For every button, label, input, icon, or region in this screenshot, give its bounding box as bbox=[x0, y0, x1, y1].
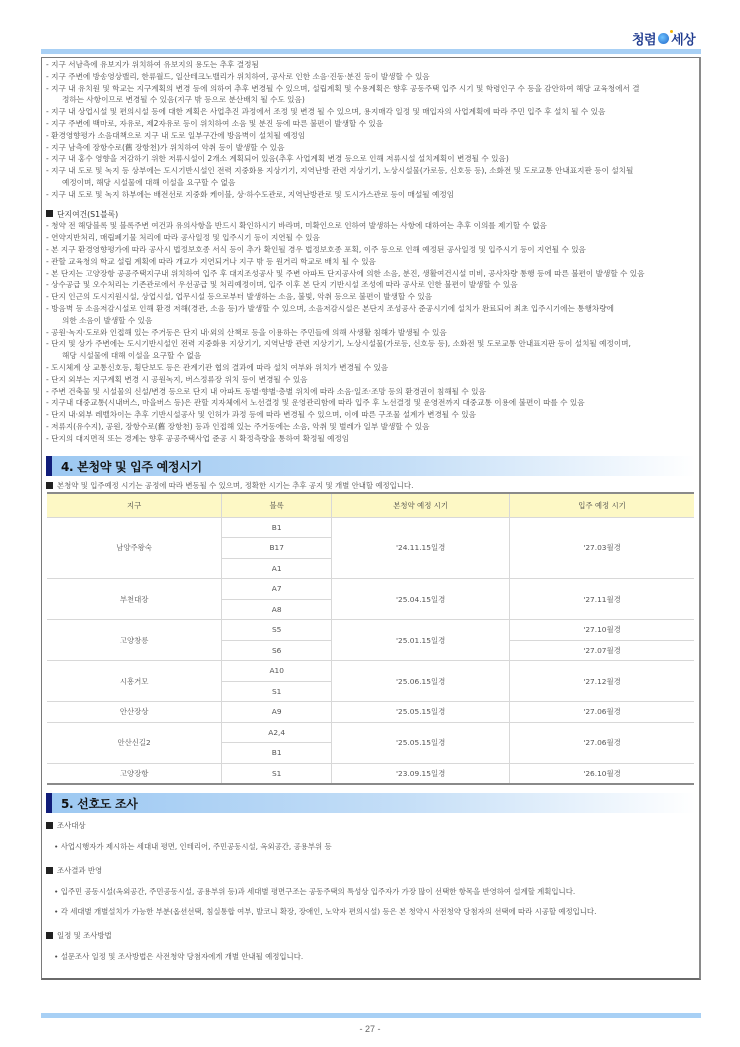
note-line: - 지구 서남측에 유보지가 위치하여 유보지의 용도는 추후 결정됨 bbox=[46, 59, 696, 71]
note-line: - 저류지(유수지), 공원, 장항수로(舊 장항천) 등과 인접해 있는 주거동에는 소음, 악취 및 벌레가 일부 발생할 수 있음 bbox=[46, 421, 696, 433]
cell-block: S1 bbox=[222, 681, 332, 702]
note-line: - 지구 내 유치원 및 학교는 지구계획의 변경 등에 의하여 추후 변경될 수 있으며, 설립계획 및 수용계획은 향후 공동주택 입주 시기 및 학령인구 수 등을 감안하여 해당 교육청에서 결 bbox=[46, 83, 696, 95]
header-divider bbox=[41, 49, 701, 54]
cell-district: 시흥거모 bbox=[47, 661, 222, 702]
square-bullet-icon bbox=[46, 210, 53, 217]
note-line: 예정이며, 해당 시설물에 대해 이설을 요구할 수 없음 bbox=[62, 177, 236, 187]
cell-block: B1 bbox=[222, 517, 332, 538]
cell-move-in: '26.10월경 bbox=[510, 763, 694, 784]
table-row bbox=[47, 517, 694, 538]
note-line: 해당 시설물에 대해 이설을 요구할 수 없음 bbox=[62, 351, 202, 361]
logo-text-right: 세상 bbox=[671, 32, 696, 48]
note-line: - 상수공급 및 오수처리는 기존관로에서 우선공급 및 처리예정이며, 입주 이후 본 단지 기반시설 조성에 따라 공사로 인한 불편이 발생할 수 있음 bbox=[46, 279, 696, 291]
note-line: - 단지 및 상가 주변에는 도시기반시설인 전력 지중화용 지상기기, 지역난방 관련 지상기기, 노상시설물(가로등, 신호등 등), 소화전 및 도로교통 안내표지판 등이 설치될 예정이며, bbox=[46, 338, 696, 350]
globe-icon bbox=[658, 33, 669, 44]
table-row bbox=[47, 722, 694, 743]
schedule-table bbox=[47, 492, 694, 785]
cell-main-subscription: '25.06.15일경 bbox=[332, 661, 510, 702]
cell-block: A9 bbox=[222, 702, 332, 723]
note-line: - 지구 주변에 백마로, 자유로, 제2자유로 등이 위치하여 소음 및 분진 등에 따른 불편이 발생할 수 있음 bbox=[46, 118, 696, 130]
note-line: - 주변 건축물 및 시설물의 신설/변경 등으로 단지 내 아파트 동별·향별·층별 위치에 따라 소음·일조·조망 등의 환경권이 침해될 수 있음 bbox=[46, 386, 696, 398]
cell-block: B17 bbox=[222, 538, 332, 559]
bullet-item: • 사업시행자가 제시하는 세대내 평면, 인테리어, 주민공동시설, 옥외공간, 공용부위 등 bbox=[46, 841, 696, 852]
cell-main-subscription: '25.04.15일경 bbox=[332, 579, 510, 620]
note-line: - 도시체계 상 교통신호등, 횡단보도 등은 관계기관 협의 결과에 따라 설치 여부와 위치가 변경될 수 있음 bbox=[46, 362, 696, 374]
column-header-move-in: 입주 예정 시기 bbox=[510, 493, 694, 517]
note-line: - 지구 주변에 방송영상밸리, 한류월드, 일산테크노밸리가 위치하여, 공사로 인한 소음·진동·분진 등이 발생할 수 있음 bbox=[46, 71, 696, 83]
footer-divider bbox=[41, 1013, 701, 1018]
note-line: - 단지 내·외부 레벨차이는 추후 기반시설공사 및 인허가 과정 등에 따라 변경될 수 있으며, 이에 따른 구조물 설계가 변경될 수 있음 bbox=[46, 409, 696, 421]
cell-move-in: '27.03월경 bbox=[510, 517, 694, 579]
note-line: - 지구 내 상업시설 및 편의시설 등에 대한 계획은 사업추진 과정에서 조정 및 변경 될 수 있으며, 용지매각 일정 및 매입자의 사업계획에 따라 주민 입주 후 설치 될 수 있음 bbox=[46, 106, 696, 118]
bullet-item: • 입주민 공동시설(옥외공간, 주민공동시설, 공용부위 등)과 세대별 평면구조는 공동주택의 특성상 입주자가 가장 많이 선택한 항목을 반영하여 설계할 계획입니다. bbox=[46, 886, 696, 897]
section-marker bbox=[46, 456, 52, 476]
note-line: - 단지 외부는 지구계획 변경 시 공원녹지, 버스정류장 위치 등이 변경될 수 있음 bbox=[46, 374, 696, 386]
cell-district: 남양주왕숙 bbox=[47, 517, 222, 579]
note-line: - 연약지반처리, 매립폐기물 처리에 따라 공사일정 및 입주시기 등이 지연될 수 있음 bbox=[46, 232, 696, 244]
schedule-table-body bbox=[47, 517, 694, 784]
complex-conditions-heading: 단지여건(S1블록) bbox=[46, 209, 696, 221]
section-marker bbox=[46, 793, 52, 813]
note-line: - 환경영향평가 소음대책으로 지구 내 도로 일부구간에 방음벽이 설치될 예정임 bbox=[46, 130, 696, 142]
cell-main-subscription: '25.05.15일경 bbox=[332, 702, 510, 723]
cell-main-subscription: '25.01.15일경 bbox=[332, 620, 510, 661]
cell-main-subscription: '25.05.15일경 bbox=[332, 722, 510, 763]
square-bullet-icon bbox=[46, 822, 53, 829]
column-header-district: 지구 bbox=[47, 493, 222, 517]
district-notes bbox=[46, 59, 696, 201]
section-4-note: 본청약 및 입주예정 시기는 공정에 따라 변동될 수 있으며, 정확한 시기는 추후 공지 및 개별 안내할 예정입니다. bbox=[46, 480, 413, 491]
section-4-title: 4. 본청약 및 입주 예정시기 bbox=[46, 456, 696, 476]
subsection-heading: 일정 및 조사방법 bbox=[46, 930, 696, 941]
page-number: - 27 - bbox=[359, 1024, 381, 1034]
notes-block bbox=[46, 59, 696, 445]
cell-district: 안산신길2 bbox=[47, 722, 222, 763]
cell-move-in: '27.06월경 bbox=[510, 702, 694, 723]
note-line: - 단지의 대지면적 또는 경계는 향후 공공주택사업 준공 시 확정측량을 통하여 확정될 예정임 bbox=[46, 433, 696, 445]
cell-district: 안산장상 bbox=[47, 702, 222, 723]
cell-district: 부천대장 bbox=[47, 579, 222, 620]
note-line: 정하는 사항이므로 변경될 수 있음(지구 밖 등으로 분산배치 될 수도 있음) bbox=[62, 95, 305, 105]
cell-move-in: '27.11월경 bbox=[510, 579, 694, 620]
cell-block: A7 bbox=[222, 579, 332, 600]
note-line: - 지구 내 홍수 영향을 저감하기 위한 저류시설이 2개소 계획되어 있음(추후 사업계획 변경 등으로 인해 저류시설 설치계획이 변경될 수 있음) bbox=[46, 153, 696, 165]
square-bullet-icon bbox=[46, 867, 53, 874]
logo bbox=[632, 28, 712, 48]
cell-block: S6 bbox=[222, 640, 332, 661]
subsection-heading: 조사대상 bbox=[46, 820, 696, 831]
note-line: - 방음벽 등 소음저감시설로 인해 환경 저해(경관, 소음 등)가 발생할 수 있으며, 소음저감시설은 본단지 조성공사 준공시기에 설치가 완료되어 최초 입주시기에는 통행차량에 bbox=[46, 303, 696, 315]
note-line: - 지구 내 도로 및 녹지 등 상부에는 도시기반시설인 전력 지중화용 지상기기, 지역난방 관련 지상기기, 노상시설물(가로등, 신호등 등), 소화전 및 도로교통 안내표지판 등이 설치될 bbox=[46, 165, 696, 177]
note-line: - 청약 전 해당블록 및 블록주변 여건과 유의사항을 반드시 확인하시기 바라며, 미확인으로 인하여 발생하는 사항에 대하여는 추후 이의를 제기할 수 없음 bbox=[46, 220, 696, 232]
column-header-main-subscription: 본청약 예정 시기 bbox=[332, 493, 510, 517]
table-header-row bbox=[47, 493, 694, 517]
note-line: - 지구내 대중교통(시내버스, 마을버스 등)은 관할 지자체에서 노선결정 및 운영관리함에 따라 입주 후 노선결정 및 운영전까지 대중교통 이용에 불편이 따를 수 있음 bbox=[46, 397, 696, 409]
cell-main-subscription: '23.09.15일경 bbox=[332, 763, 510, 784]
square-bullet-icon bbox=[46, 482, 53, 489]
cell-move-in: '27.06월경 bbox=[510, 722, 694, 763]
note-line: - 지구 내 도로 및 녹지 하부에는 배전선로 지중화 케이블, 상·하수도관로, 지역난방관로 및 도시가스관로 등이 매설될 예정임 bbox=[46, 189, 696, 201]
cell-main-subscription: '24.11.15일경 bbox=[332, 517, 510, 579]
cell-move-in: '27.10월경 bbox=[510, 620, 694, 641]
note-line: - 본 지구 환경영향평가에 따라 공사시 법정보호종 서식 등이 추가 확인될 경우 법정보호종 포획, 이주 등으로 인해 예정된 공사일정 및 입주시기 등이 지연될 수 있음 bbox=[46, 244, 696, 256]
note-line: 의한 소음이 발생할 수 있음 bbox=[62, 315, 153, 325]
bullet-item: • 설문조사 일정 및 조사방법은 사전청약 당첨자에게 개별 안내될 예정입니다. bbox=[46, 951, 696, 962]
cell-move-in: '27.07월경 bbox=[510, 640, 694, 661]
note-line: - 단지 인근의 도시지원시설, 상업시설, 업무시설 등으로부터 발생하는 소음, 불빛, 악취 등으로 불편이 발생할 수 있음 bbox=[46, 291, 696, 303]
cell-block: A1 bbox=[222, 558, 332, 579]
section-5-title: 5. 선호도 조사 bbox=[46, 793, 696, 813]
cell-block: A2,4 bbox=[222, 722, 332, 743]
table-row bbox=[47, 661, 694, 682]
cell-block: A10 bbox=[222, 661, 332, 682]
note-line: - 공원·녹지·도로와 인접해 있는 주거동은 단지 내·외의 산책로 등을 이용하는 주민들에 의해 사생활 침해가 발생될 수 있음 bbox=[46, 327, 696, 339]
cell-move-in: '27.12월경 bbox=[510, 661, 694, 702]
complex-conditions-notes bbox=[46, 220, 696, 444]
table-row bbox=[47, 579, 694, 600]
cell-district: 고양창릉 bbox=[47, 620, 222, 661]
cell-block: A8 bbox=[222, 599, 332, 620]
subsection-heading: 조사결과 반영 bbox=[46, 865, 696, 876]
section-5-body bbox=[46, 820, 696, 975]
cell-district: 고양장항 bbox=[47, 763, 222, 784]
note-line: - 지구 남측에 장항수로(舊 장항천)가 위치하여 악취 등이 발생할 수 있음 bbox=[46, 142, 696, 154]
note-line: - 본 단지는 고양장항 공공주택지구내 위치하여 입주 후 대지조성공사 및 주변 아파트 단지공사에 의한 소음, 분진, 생활여건시설 미비, 공사차량 통행 등에 따른 불편이 발생할 수 있음 bbox=[46, 268, 696, 280]
square-bullet-icon bbox=[46, 932, 53, 939]
column-header-block: 블록 bbox=[222, 493, 332, 517]
bullet-item: • 각 세대별 개별설치가 가능한 부분(옵션선택, 침실통합 여부, 발코니 확장, 장애인, 노약자 편의시설) 등은 본 청약시 사전청약 당첨자의 선택에 따라 시공할 예정입니다. bbox=[46, 906, 696, 917]
cell-block: B1 bbox=[222, 743, 332, 764]
table-row bbox=[47, 620, 694, 641]
cell-block: S1 bbox=[222, 763, 332, 784]
cell-block: S5 bbox=[222, 620, 332, 641]
logo-text-left: 청렴 bbox=[632, 32, 657, 48]
table-row bbox=[47, 763, 694, 784]
table-row bbox=[47, 702, 694, 723]
note-line: - 관할 교육청의 학교 설립 계획에 따라 개교가 지연되거나 지구 밖 등 원거리 학교로 배치 될 수 있음 bbox=[46, 256, 696, 268]
